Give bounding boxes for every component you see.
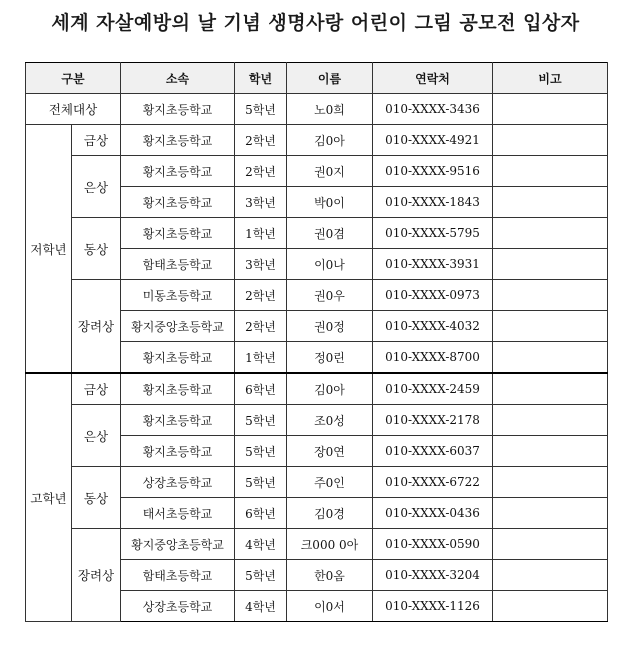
contact-cell: 010-XXXX-8700 xyxy=(373,342,493,374)
table-body xyxy=(26,94,608,622)
school-cell: 황지초등학교 xyxy=(121,342,235,374)
award-label: 금상 xyxy=(72,125,121,156)
school-cell: 황지중앙초등학교 xyxy=(121,529,235,560)
note-cell xyxy=(493,591,608,622)
note-cell xyxy=(493,280,608,311)
award-label: 장려상 xyxy=(72,529,121,622)
note-cell xyxy=(493,187,608,218)
note-cell xyxy=(493,94,608,125)
grade-cell: 4학년 xyxy=(235,591,287,622)
name-cell: 정0린 xyxy=(287,342,373,374)
note-cell xyxy=(493,373,608,405)
note-cell xyxy=(493,311,608,342)
name-cell: 이0서 xyxy=(287,591,373,622)
school-cell: 황지초등학교 xyxy=(121,94,235,125)
header-note: 비고 xyxy=(493,63,608,94)
school-cell: 함태초등학교 xyxy=(121,560,235,591)
name-cell: 김0아 xyxy=(287,373,373,405)
award-label: 동상 xyxy=(72,467,121,529)
school-cell: 상장초등학교 xyxy=(121,591,235,622)
contact-cell: 010-XXXX-4032 xyxy=(373,311,493,342)
school-cell: 황지초등학교 xyxy=(121,405,235,436)
contact-cell: 010-XXXX-0973 xyxy=(373,280,493,311)
name-cell: 권0정 xyxy=(287,311,373,342)
name-cell: 한0옴 xyxy=(287,560,373,591)
overall-label: 전체대상 xyxy=(26,94,121,125)
table-row xyxy=(26,467,608,498)
school-cell: 황지초등학교 xyxy=(121,156,235,187)
award-label: 금상 xyxy=(72,373,121,405)
contact-cell: 010-XXXX-6722 xyxy=(373,467,493,498)
table-row xyxy=(26,405,608,436)
section-label: 고학년 xyxy=(26,373,72,622)
contact-cell: 010-XXXX-3204 xyxy=(373,560,493,591)
award-label: 장려상 xyxy=(72,280,121,374)
contact-cell: 010-XXXX-5795 xyxy=(373,218,493,249)
contact-cell: 010-XXXX-0590 xyxy=(373,529,493,560)
school-cell: 황지초등학교 xyxy=(121,436,235,467)
grade-cell: 5학년 xyxy=(235,94,287,125)
grade-cell: 6학년 xyxy=(235,373,287,405)
note-cell xyxy=(493,436,608,467)
name-cell: 권0우 xyxy=(287,280,373,311)
award-label: 은상 xyxy=(72,156,121,218)
table-row xyxy=(26,156,608,187)
grade-cell: 1학년 xyxy=(235,342,287,374)
name-cell: 김0아 xyxy=(287,125,373,156)
note-cell xyxy=(493,156,608,187)
grade-cell: 3학년 xyxy=(235,249,287,280)
section-label: 저학년 xyxy=(26,125,72,374)
header-row xyxy=(26,63,608,94)
contact-cell: 010-XXXX-2459 xyxy=(373,373,493,405)
note-cell xyxy=(493,498,608,529)
name-cell: 장0연 xyxy=(287,436,373,467)
name-cell: 이0나 xyxy=(287,249,373,280)
grade-cell: 1학년 xyxy=(235,218,287,249)
grade-cell: 2학년 xyxy=(235,156,287,187)
school-cell: 황지초등학교 xyxy=(121,218,235,249)
note-cell xyxy=(493,125,608,156)
header-division: 구분 xyxy=(26,63,121,94)
grade-cell: 2학년 xyxy=(235,280,287,311)
contact-cell: 010-XXXX-6037 xyxy=(373,436,493,467)
school-cell: 상장초등학교 xyxy=(121,467,235,498)
header-name: 이름 xyxy=(287,63,373,94)
grade-cell: 5학년 xyxy=(235,560,287,591)
note-cell xyxy=(493,342,608,374)
contact-cell: 010-XXXX-2178 xyxy=(373,405,493,436)
school-cell: 황지초등학교 xyxy=(121,187,235,218)
page-title: 세계 자살예방의 날 기념 생명사랑 어린이 그림 공모전 입상자 xyxy=(51,12,580,34)
name-cell: 크000 0아 xyxy=(287,529,373,560)
school-cell: 미동초등학교 xyxy=(121,280,235,311)
school-cell: 황지초등학교 xyxy=(121,125,235,156)
name-cell: 조0성 xyxy=(287,405,373,436)
note-cell xyxy=(493,529,608,560)
header-contact: 연락처 xyxy=(373,63,493,94)
winners-table xyxy=(25,62,608,622)
grade-cell: 2학년 xyxy=(235,311,287,342)
school-cell: 함태초등학교 xyxy=(121,249,235,280)
note-cell xyxy=(493,405,608,436)
grade-cell: 5학년 xyxy=(235,467,287,498)
contact-cell: 010-XXXX-1843 xyxy=(373,187,493,218)
award-label: 동상 xyxy=(72,218,121,280)
table-row xyxy=(26,373,608,405)
note-cell xyxy=(493,249,608,280)
name-cell: 주0인 xyxy=(287,467,373,498)
note-cell xyxy=(493,467,608,498)
grade-cell: 4학년 xyxy=(235,529,287,560)
school-cell: 황지초등학교 xyxy=(121,373,235,405)
contact-cell: 010-XXXX-9516 xyxy=(373,156,493,187)
contact-cell: 010-XXXX-3436 xyxy=(373,94,493,125)
contact-cell: 010-XXXX-3931 xyxy=(373,249,493,280)
overall-row xyxy=(26,94,608,125)
grade-cell: 6학년 xyxy=(235,498,287,529)
table-row xyxy=(26,280,608,311)
table-row xyxy=(26,218,608,249)
contact-cell: 010-XXXX-0436 xyxy=(373,498,493,529)
school-cell: 태서초등학교 xyxy=(121,498,235,529)
school-cell: 황지중앙초등학교 xyxy=(121,311,235,342)
header-school: 소속 xyxy=(121,63,235,94)
table-row xyxy=(26,529,608,560)
award-label: 은상 xyxy=(72,405,121,467)
note-cell xyxy=(493,218,608,249)
grade-cell: 5학년 xyxy=(235,436,287,467)
name-cell: 노0희 xyxy=(287,94,373,125)
name-cell: 권0지 xyxy=(287,156,373,187)
grade-cell: 2학년 xyxy=(235,125,287,156)
name-cell: 박0이 xyxy=(287,187,373,218)
contact-cell: 010-XXXX-1126 xyxy=(373,591,493,622)
name-cell: 권0겸 xyxy=(287,218,373,249)
table-row xyxy=(26,125,608,156)
contact-cell: 010-XXXX-4921 xyxy=(373,125,493,156)
grade-cell: 5학년 xyxy=(235,405,287,436)
note-cell xyxy=(493,560,608,591)
name-cell: 김0경 xyxy=(287,498,373,529)
header-grade: 학년 xyxy=(235,63,287,94)
grade-cell: 3학년 xyxy=(235,187,287,218)
